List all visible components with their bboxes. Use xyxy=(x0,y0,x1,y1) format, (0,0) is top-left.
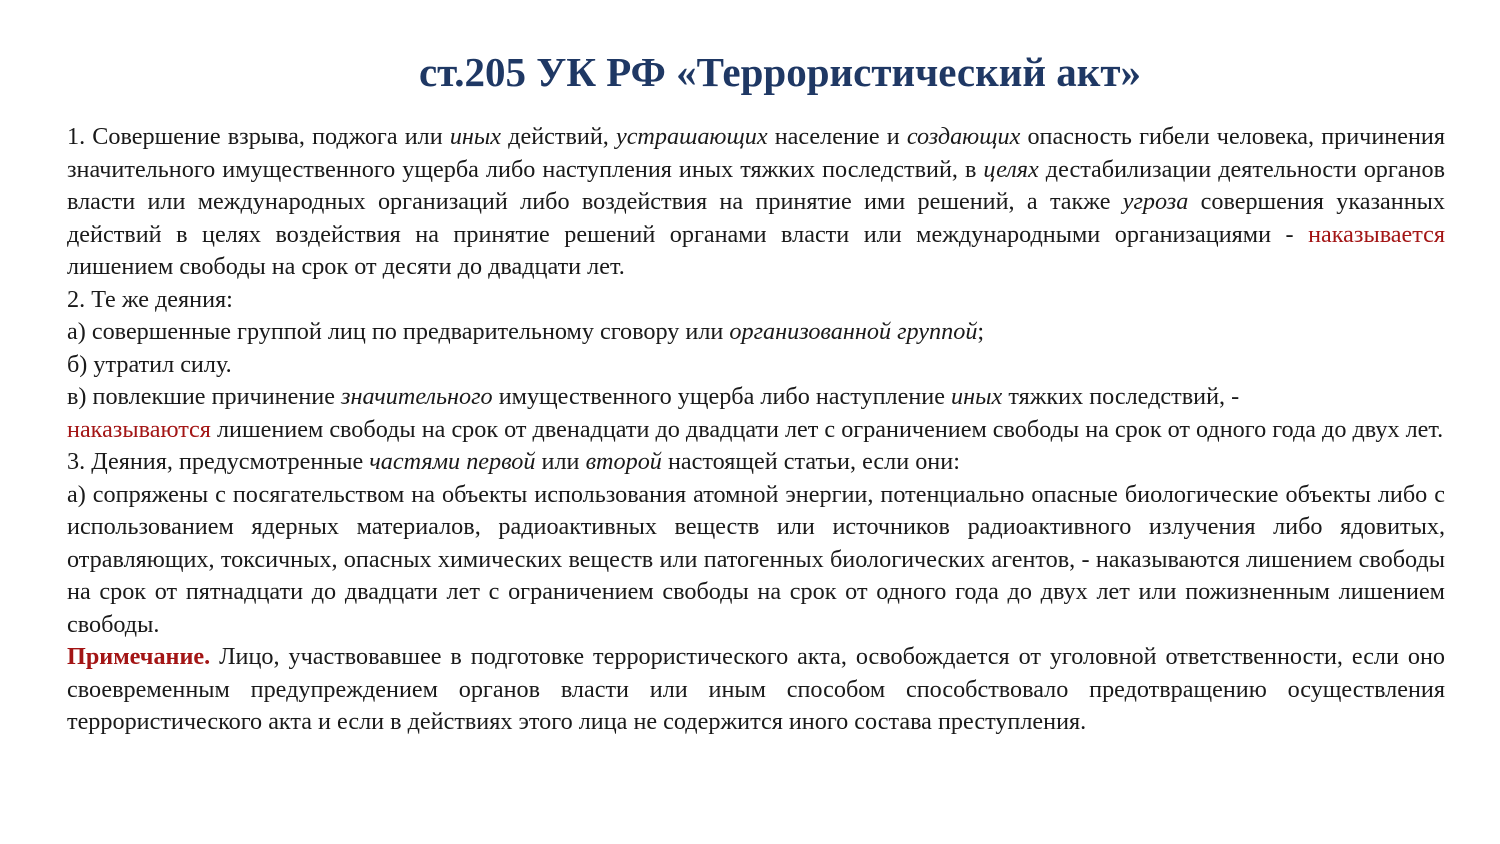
text-run: дестабилизации деятельности органов власти или международных организаций либо воздействия на принятие ими решений, а также xyxy=(67,155,1446,215)
italic-run: создающих xyxy=(906,123,1021,150)
text-run: опасность гибели человека, причинения значительного имущественного ущерба либо наступления иных тяжких последствий, в xyxy=(67,123,1445,183)
italic-run: значительного xyxy=(341,383,493,410)
text-run: или xyxy=(535,448,586,475)
text-run: а) совершенные группой лиц по предварительному сговору или xyxy=(67,318,730,345)
italic-run: второй xyxy=(585,448,662,475)
italic-run: угроза xyxy=(1122,188,1189,215)
text-run: население и xyxy=(767,123,907,150)
paragraph-part-2b: б) утратил силу. xyxy=(67,350,232,378)
paragraph-part-2: 2. Те же деяния: xyxy=(67,285,233,313)
paragraph-part-2v-line2 xyxy=(67,414,1445,447)
italic-run: иных xyxy=(449,123,502,150)
text-run: совершения указанных действий в целях воздействия на принятие решений органами власти или международными организациями - xyxy=(67,188,1445,248)
text-run: в) повлекшие причинение xyxy=(67,383,342,410)
text-run: лишением свободы на срок от двенадцати до двадцати лет с ограничением свободы на срок от одного года до двух лет. xyxy=(210,415,1444,443)
paragraph-part-3 xyxy=(67,446,1445,479)
paragraph-part-3a: а) сопряжены с посягательством на объекты использования атомной энергии, потенциально опасные биологические объекты либо с использованием ядерных материалов, радиоактивных веществ или источников радиоактивного излучения либо ядовитых, отравляющих, токсичных, опасных химических веществ или патогенных биологических агентов, - наказываются лишением свободы на срок от пятнадцати до двадцати лет с ограничением свободы на срок от одного года до двух лет или пожизненным лишением свободы. xyxy=(67,480,1445,638)
article-body xyxy=(67,121,1445,739)
penalty-highlight: наказывается xyxy=(1308,220,1445,248)
page-title: ст.205 УК РФ «Террористический акт» xyxy=(418,49,1141,95)
text-run: имущественного ущерба либо наступление xyxy=(492,383,952,410)
italic-run: иных xyxy=(951,383,1003,410)
penalty-highlight: наказываются xyxy=(67,415,211,443)
paragraph-part-2v-line1 xyxy=(67,381,1445,414)
italic-run: организованной группой xyxy=(729,318,978,345)
note-label: Примечание. xyxy=(67,643,211,670)
paragraph-part-2a xyxy=(67,316,1445,349)
italic-run: устрашающих xyxy=(615,123,768,150)
text-run: действий, xyxy=(501,123,616,150)
italic-run: частями первой xyxy=(369,448,536,475)
text-run: ; xyxy=(977,318,985,345)
italic-run: целях xyxy=(983,155,1039,183)
text-run: настоящей статьи, если они: xyxy=(661,448,960,475)
paragraph-note xyxy=(67,641,1445,739)
paragraph-part-1 xyxy=(67,121,1445,284)
text-run: тяжких последствий, - xyxy=(1002,383,1240,410)
text-run: 3. Деяния, предусмотренные xyxy=(67,448,370,475)
text-run: 1. Совершение взрыва, поджога или xyxy=(67,123,450,150)
text-run: лишением свободы на срок от десяти до двадцати лет. xyxy=(67,253,625,280)
note-text: Лицо, участвовавшее в подготовке террористического акта, освобождается от уголовной ответственности, если оно своевременным предупреждением органов власти или иным способом способствовало предотвращению осуществления террористического акта и если в действиях этого лица не содержится иного состава преступления. xyxy=(67,643,1445,735)
